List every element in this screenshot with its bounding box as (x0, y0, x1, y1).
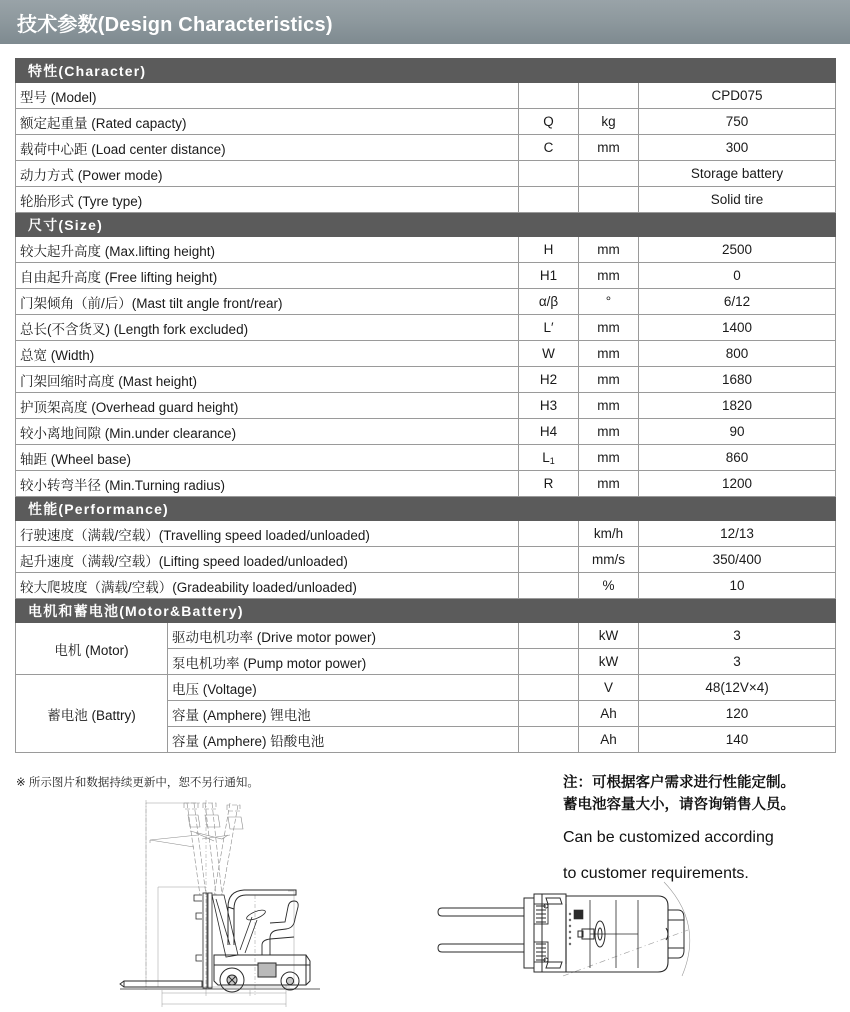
spec-value: 120 (639, 701, 836, 727)
spec-value: 800 (639, 341, 836, 367)
section-header-row (16, 213, 836, 237)
spec-value: 48(12V×4) (639, 675, 836, 701)
spec-value: 1400 (639, 315, 836, 341)
spec-symbol (519, 83, 579, 109)
section-header-row (16, 497, 836, 521)
spec-symbol (519, 649, 579, 675)
spec-value: 860 (639, 445, 836, 471)
spec-label: 轮胎形式 (Tyre type) (16, 187, 519, 213)
spec-symbol: Q (519, 109, 579, 135)
table-row (16, 393, 836, 419)
section-header-row (16, 59, 836, 83)
spec-symbol: H3 (519, 393, 579, 419)
specification-table (15, 58, 836, 753)
spec-symbol (519, 161, 579, 187)
spec-value: 6/12 (639, 289, 836, 315)
spec-symbol (519, 727, 579, 753)
note-chinese-line-2: 蓄电池容量大小，请咨询销售人员。 (563, 797, 795, 813)
forklift-top-view-drawing (420, 880, 740, 1012)
section-header-motor-battery: 电机和蓄电池(Motor&Battery) (16, 599, 836, 623)
spec-unit: Ah (579, 701, 639, 727)
spec-symbol (519, 701, 579, 727)
note-english-line-1: Can be customized according (563, 829, 774, 846)
spec-label: 护顶架高度 (Overhead guard height) (16, 393, 519, 419)
spec-label: 自由起升高度 (Free lifting height) (16, 263, 519, 289)
spec-label: 型号 (Model) (16, 83, 519, 109)
spec-unit: ° (579, 289, 639, 315)
table-row (16, 289, 836, 315)
table-row (16, 547, 836, 573)
spec-unit: kW (579, 649, 639, 675)
spec-label: 容量 (Amphere) 铅酸电池 (168, 727, 519, 753)
section-header-row (16, 599, 836, 623)
spec-label: 容量 (Amphere) 锂电池 (168, 701, 519, 727)
customization-note (563, 772, 850, 888)
table-row (16, 521, 836, 547)
spec-unit: V (579, 675, 639, 701)
spec-symbol: L′ (519, 315, 579, 341)
table-row (16, 367, 836, 393)
spec-label: 载荷中心距 (Load center distance) (16, 135, 519, 161)
spec-unit (579, 83, 639, 109)
spec-value: 140 (639, 727, 836, 753)
spec-symbol: H (519, 237, 579, 263)
spec-unit: kW (579, 623, 639, 649)
spec-symbol (519, 623, 579, 649)
spec-unit: km/h (579, 521, 639, 547)
spec-label: 电压 (Voltage) (168, 675, 519, 701)
spec-label: 泵电机功率 (Pump motor power) (168, 649, 519, 675)
spec-unit: mm (579, 419, 639, 445)
spec-value: 2500 (639, 237, 836, 263)
spec-symbol: H1 (519, 263, 579, 289)
table-row (16, 623, 836, 649)
note-english-line-2: to customer requirements. (563, 865, 749, 882)
section-header-performance: 性能(Performance) (16, 497, 836, 521)
table-row (16, 419, 836, 445)
spec-value: CPD075 (639, 83, 836, 109)
spec-symbol: α/β (519, 289, 579, 315)
note-chinese-line-1: 注：可根据客户需求进行性能定制。 (563, 775, 795, 791)
spec-value: 300 (639, 135, 836, 161)
spec-label: 门架回缩时高度 (Mast height) (16, 367, 519, 393)
spec-value: 1680 (639, 367, 836, 393)
spec-label: 起升速度（满载/空载）(Lifting speed loaded/unloaded) (16, 547, 519, 573)
spec-value: 3 (639, 623, 836, 649)
spec-symbol: $L_1$ (519, 445, 579, 471)
spec-label: 总长(不含货叉) (Length fork excluded) (16, 315, 519, 341)
spec-unit: mm (579, 471, 639, 497)
spec-label: 较小转弯半径 (Min.Turning radius) (16, 471, 519, 497)
spec-symbol: R (519, 471, 579, 497)
table-row (16, 187, 836, 213)
spec-unit: mm (579, 135, 639, 161)
spec-symbol (519, 547, 579, 573)
table-row (16, 83, 836, 109)
section-header-size: 尺寸(Size) (16, 213, 836, 237)
spec-value: 1200 (639, 471, 836, 497)
spec-unit: mm (579, 341, 639, 367)
spec-label: 较大起升高度 (Max.lifting height) (16, 237, 519, 263)
spec-label: 额定起重量 (Rated capacty) (16, 109, 519, 135)
spec-unit: Ah (579, 727, 639, 753)
spec-label: 轴距 (Wheel base) (16, 445, 519, 471)
spec-symbol: H4 (519, 419, 579, 445)
spec-symbol: W (519, 341, 579, 367)
table-row (16, 315, 836, 341)
spec-unit: mm (579, 237, 639, 263)
spec-symbol (519, 675, 579, 701)
spec-group-label: 蓄电池 (Battry) (16, 675, 168, 753)
spec-label: 门架倾角（前/后）(Mast tilt angle front/rear) (16, 289, 519, 315)
spec-value: 350/400 (639, 547, 836, 573)
spec-unit: mm (579, 445, 639, 471)
spec-value: Solid tire (639, 187, 836, 213)
spec-unit: mm (579, 393, 639, 419)
spec-value: 12/13 (639, 521, 836, 547)
spec-value: 750 (639, 109, 836, 135)
table-row (16, 341, 836, 367)
spec-unit: kg (579, 109, 639, 135)
spec-label: 驱动电机功率 (Drive motor power) (168, 623, 519, 649)
table-row (16, 109, 836, 135)
spec-unit: mm (579, 263, 639, 289)
table-row (16, 135, 836, 161)
table-row (16, 471, 836, 497)
spec-value: 1820 (639, 393, 836, 419)
spec-symbol: C (519, 135, 579, 161)
spec-label: 较小离地间隙 (Min.under clearance) (16, 419, 519, 445)
spec-unit: mm/s (579, 547, 639, 573)
spec-label: 较大爬坡度（满载/空载）(Gradeability loaded/unloaded) (16, 573, 519, 599)
page-banner (0, 0, 850, 44)
spec-label: 动力方式 (Power mode) (16, 161, 519, 187)
spec-unit (579, 187, 639, 213)
spec-symbol: H2 (519, 367, 579, 393)
spec-value: 10 (639, 573, 836, 599)
spec-label: 总宽 (Width) (16, 341, 519, 367)
table-row (16, 237, 836, 263)
forklift-side-view-drawing (110, 795, 410, 1012)
table-row (16, 161, 836, 187)
spec-label: 行驶速度（满载/空载）(Travelling speed loaded/unloaded) (16, 521, 519, 547)
footnote-left: ※ 所示图片和数据持续更新中，恕不另行通知。 (16, 777, 259, 789)
page-title: 技术参数(Design Characteristics) (17, 13, 333, 36)
spec-symbol (519, 521, 579, 547)
spec-group-label: 电机 (Motor) (16, 623, 168, 675)
table-row (16, 573, 836, 599)
spec-value: 90 (639, 419, 836, 445)
spec-value: 3 (639, 649, 836, 675)
table-row (16, 263, 836, 289)
table-row (16, 675, 836, 701)
section-header-character: 特性(Character) (16, 59, 836, 83)
spec-value: 0 (639, 263, 836, 289)
spec-value: Storage battery (639, 161, 836, 187)
spec-unit: mm (579, 315, 639, 341)
spec-symbol (519, 573, 579, 599)
spec-unit (579, 161, 639, 187)
table-row (16, 445, 836, 471)
spec-symbol (519, 187, 579, 213)
spec-unit: mm (579, 367, 639, 393)
spec-unit: % (579, 573, 639, 599)
